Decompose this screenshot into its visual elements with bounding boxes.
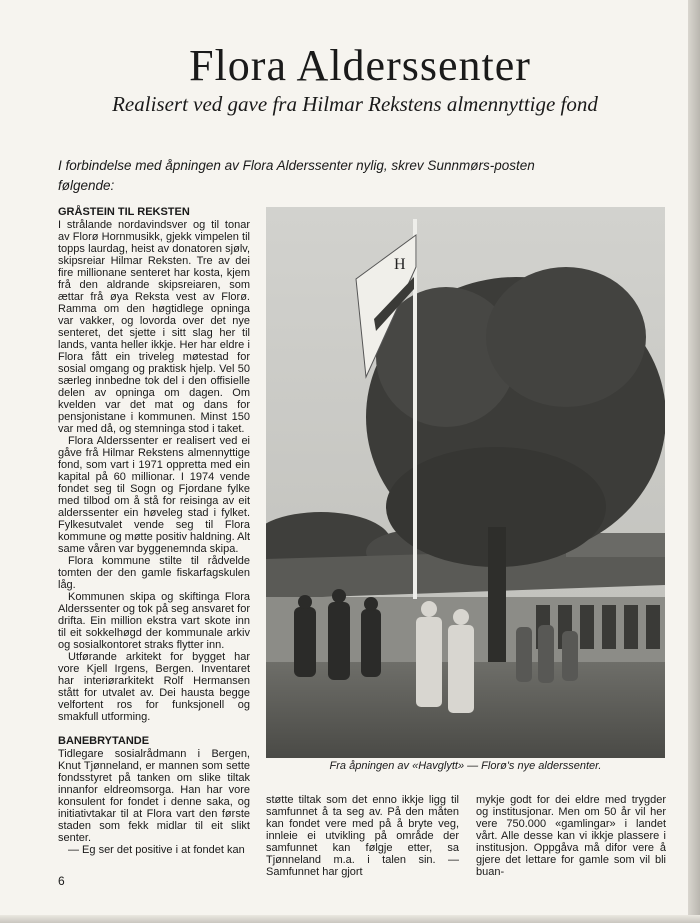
article-column-left xyxy=(58,206,250,856)
article-paragraph: Utførande arkitekt for bygget har vore Kjell Irgens, Bergen. Inventaret har interiørarkitekt Rolf Hermansen stått for utvalet av. Dei hausta begge velfortent ros for funksjonell og smakfull utforming. xyxy=(58,651,250,723)
section-heading: BANEBRYTANDE xyxy=(58,735,150,747)
intro-text: I forbindelse med åpningen av Flora Alderssenter nylig, skrev Sunnmørs-posten følgende: xyxy=(58,158,535,193)
article-column-middle xyxy=(266,794,459,878)
page-number: 6 xyxy=(58,874,65,888)
article-paragraph: I strålande nordavindsver og til tonar av Florø Hornmusikk, gjekk vimpelen til topps laurdag, heist av donatoren sjølv, skipsreiar Hilmar Reksten. Tre av dei fire millionane senteret har kosta, kjem frå den aldrande skipsreiaren, som ættar frå øya Reksta vest av Florø. Ramma om den høgtidlege opninga var vakker, og lovorda over det nye senteret, det sjette i sitt slag her til lands, vanta heller ikkje. Her har eldre i Flora fått ein triveleg møtestad for sosial omgang og praktisk hjelp. Vel 50 særleg innbedne tok del i den offisielle delen av opninga om dagen. Om kvelden var det mat og dans for pensjonistane i kommunen. Minst 150 var med då, og stemninga stod i taket. xyxy=(58,219,250,435)
page-title: Flora Alderssenter xyxy=(189,41,531,90)
flag-lettering: H xyxy=(394,256,406,273)
page-subtitle: Realisert ved gave fra Hilmar Rekstens almennyttige fond xyxy=(112,92,598,116)
opening-photo xyxy=(266,207,665,758)
article-paragraph: Flora Alderssenter er realisert ved ei gåve frå Hilmar Rekstens almennyttige fond, som vart i 1971 oppretta med ein kapital på 60 millionar. I 1974 vende fondet seg til Sogn og Fjordane fylke med tilbod om å stå for reisinga av eit alderssenter ein høveleg stad i fylket. Fylkesutvalet vende seg til Flora kommune og møtte positiv haldning. Alt same våren var byggenemnda skipa. xyxy=(58,435,250,555)
section-heading: GRÅSTEIN TIL REKSTEN xyxy=(58,206,190,218)
article-column-right xyxy=(476,794,666,878)
page-bottom-edge xyxy=(0,915,700,923)
article-paragraph: mykje godt for dei eldre med trygder og institusjonar. Men om 50 år vil her vere 750.000 «gamlingar» i landet vårt. Alle desse kan vi ikkje plassere i institusjon. Oppgåva må difor vere å gjere det lettare for gamle som vil bli buan- xyxy=(476,794,666,878)
article-paragraph: støtte tiltak som det enno ikkje ligg til samfunnet å ta seg av. På den måten kan fondet vere med på å bryte veg, innleie ei utvikling på område der samfunnet kan følgje etter, sa Tjønneland m.a. i talen sin. — Samfunnet har gjort xyxy=(266,794,459,878)
article-paragraph: — Eg ser det positive i at fondet kan xyxy=(68,844,245,856)
article-paragraph: Tidlegare sosialrådmann i Bergen, Knut Tjønneland, er mannen som sette fondsstyret på tanken om slike tiltak innanfor eldreomsorga. Han har vore konsulent for fondet i denne saka, og initiativtakar til at Flora vart den første staden som fekk midlar til eit slikt senter. xyxy=(58,748,250,844)
page-edge xyxy=(688,0,700,923)
photo-caption: Fra åpningen av «Havglytt» — Florø's nye alderssenter. xyxy=(329,760,602,772)
photo-illustration xyxy=(266,207,665,758)
article-paragraph: Kommunen skipa og skiftinga Flora Alderssenter og tok på seg ansvaret for drifta. Ein million ekstra vart skote inn til eit sokkelhøgd der kommunale arkiv og sosialkontoret straks flytter inn. xyxy=(58,591,250,651)
article-paragraph: Flora kommune stilte til rådvelde tomten der den gamle fiskarfagskulen låg. xyxy=(58,555,250,591)
